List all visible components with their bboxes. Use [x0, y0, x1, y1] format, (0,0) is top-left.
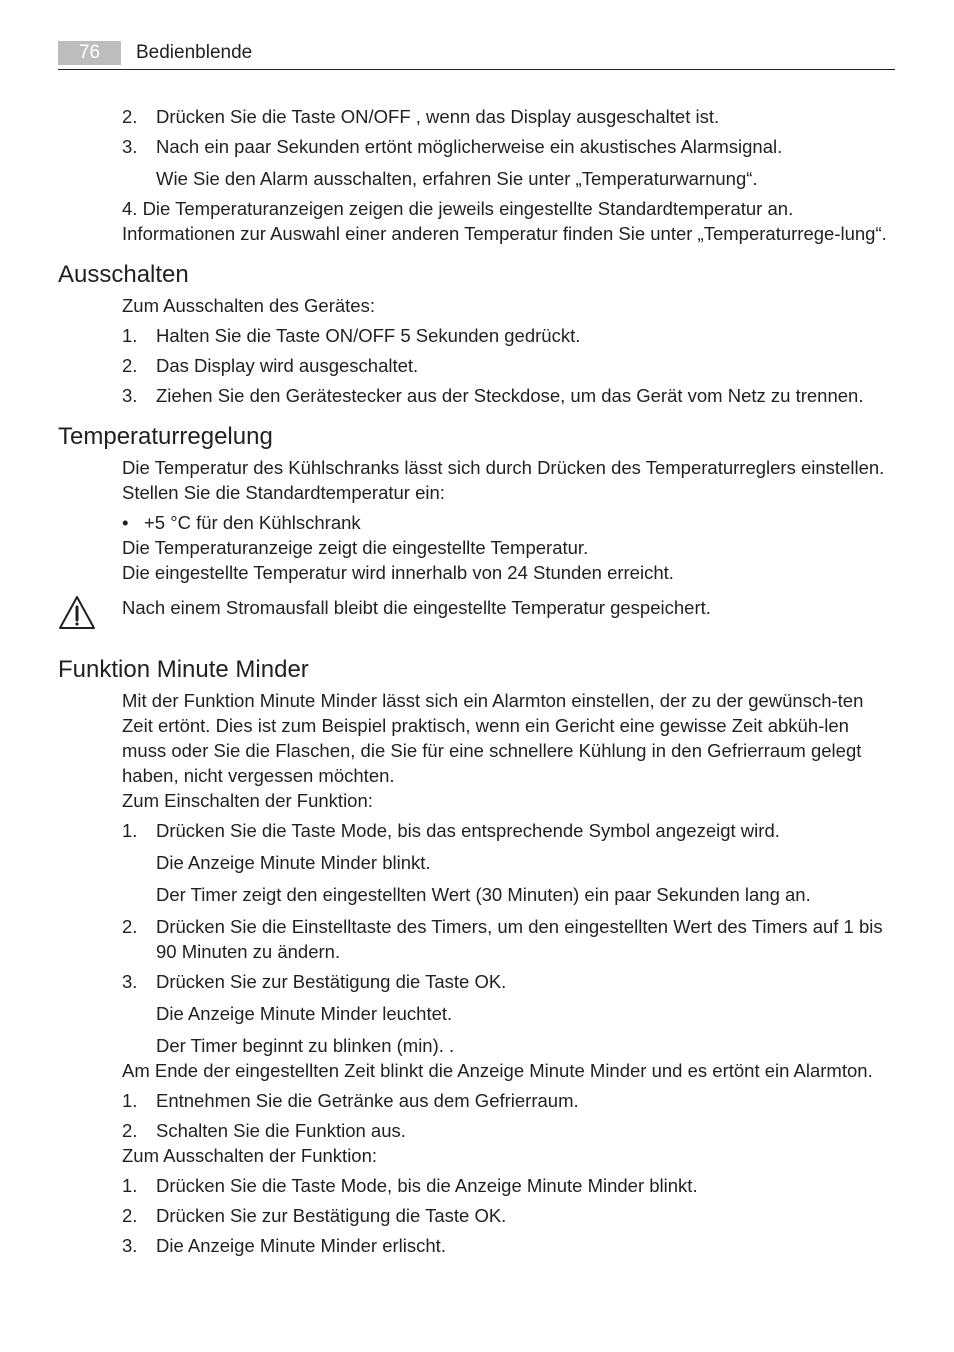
warning-note	[58, 595, 895, 635]
bullet-dot: •	[122, 512, 129, 533]
paragraph: Zum Ausschalten der Funktion:	[122, 1145, 378, 1166]
list-item: 3. Nach ein paar Sekunden ertönt möglicherweise ein akustisches Alarmsignal.	[122, 136, 783, 157]
list-item: 2. Drücken Sie die Einstelltaste des Timers, um den eingestellten Wert des Timers auf 1 bis 90 Minuten zu ändern.	[122, 916, 883, 962]
list-item: 2. Schalten Sie die Funktion aus.	[122, 1120, 406, 1141]
paragraph: Mit der Funktion Minute Minder lässt sich ein Alarmton einstellen, der zu der gewünsch-ten Zeit ertönt. Dies ist zum Beispiel praktisch, wenn ein Gericht eine gewisse Zeit abküh-len muss oder Sie die Flaschen, die Sie für eine schnellere Kühlung in den Gefrierraum gelegt haben, nicht vergessen möchten.	[122, 690, 864, 786]
page-content	[58, 104, 895, 1258]
page-number: 76	[58, 41, 121, 65]
header-rule	[58, 69, 895, 70]
list-item: 3. Ziehen Sie den Gerätestecker aus der Steckdose, um das Gerät vom Netz zu trennen.	[122, 385, 864, 406]
list-item: 3. Drücken Sie zur Bestätigung die Taste OK.	[122, 971, 507, 992]
paragraph: Die eingestellte Temperatur wird innerhalb von 24 Stunden erreicht.	[122, 562, 674, 583]
bullet-item: • +5 °C für den Kühlschrank	[122, 512, 361, 533]
list-item: 2. Drücken Sie die Taste ON/OFF , wenn das Display ausgeschaltet ist.	[122, 106, 720, 127]
list-item: 1. Halten Sie die Taste ON/OFF 5 Sekunden gedrückt.	[122, 325, 581, 346]
list-item: 1. Drücken Sie die Taste Mode, bis das entsprechende Symbol angezeigt wird.	[122, 820, 780, 841]
paragraph: Am Ende der eingestellten Zeit blinkt die Anzeige Minute Minder und es ertönt ein Alarmton.	[122, 1060, 873, 1081]
list-item: 1. Entnehmen Sie die Getränke aus dem Gefrierraum.	[122, 1090, 579, 1111]
list-item-note: Die Anzeige Minute Minder leuchtet.	[156, 1003, 453, 1024]
list-item: 3. Die Anzeige Minute Minder erlischt.	[122, 1235, 446, 1256]
list-item: 2. Das Display wird ausgeschaltet.	[122, 355, 419, 376]
paragraph: Zum Ausschalten des Gerätes:	[122, 295, 375, 316]
header-title: Bedienblende	[136, 42, 253, 63]
list-item: 1. Drücken Sie die Taste Mode, bis die Anzeige Minute Minder blinkt.	[122, 1175, 698, 1196]
paragraph: Die Temperaturanzeige zeigt die eingestellte Temperatur.	[122, 537, 589, 558]
section-heading-temperaturregelung: Temperaturregelung	[58, 423, 273, 450]
list-item-note: Der Timer zeigt den eingestellten Wert (30 Minuten) ein paar Sekunden lang an.	[156, 884, 811, 905]
section-heading-ausschalten: Ausschalten	[58, 261, 189, 288]
paragraph: Die Temperatur des Kühlschranks lässt sich durch Drücken des Temperaturreglers einstellen. Stellen Sie die Standardtemperatur ein:	[122, 457, 885, 503]
list-item-note: Wie Sie den Alarm ausschalten, erfahren Sie unter „Temperaturwarnung“.	[156, 168, 758, 189]
list-item-note: Die Anzeige Minute Minder blinkt.	[156, 852, 431, 873]
warning-triangle-icon	[58, 595, 96, 631]
paragraph: 4. Die Temperaturanzeigen zeigen die jeweils eingestellte Standardtemperatur an. Informationen zur Auswahl einer anderen Temperatur finden Sie unter „Temperaturrege-lung“.	[122, 198, 887, 244]
list-item: 2. Drücken Sie zur Bestätigung die Taste OK.	[122, 1205, 507, 1226]
paragraph: Zum Einschalten der Funktion:	[122, 790, 373, 811]
list-item-note: Der Timer beginnt zu blinken (min). .	[156, 1035, 455, 1056]
page-header	[58, 40, 895, 70]
warning-text: Nach einem Stromausfall bleibt die eingestellte Temperatur gespeichert.	[122, 597, 711, 618]
section-heading-minute-minder: Funktion Minute Minder	[58, 656, 309, 683]
